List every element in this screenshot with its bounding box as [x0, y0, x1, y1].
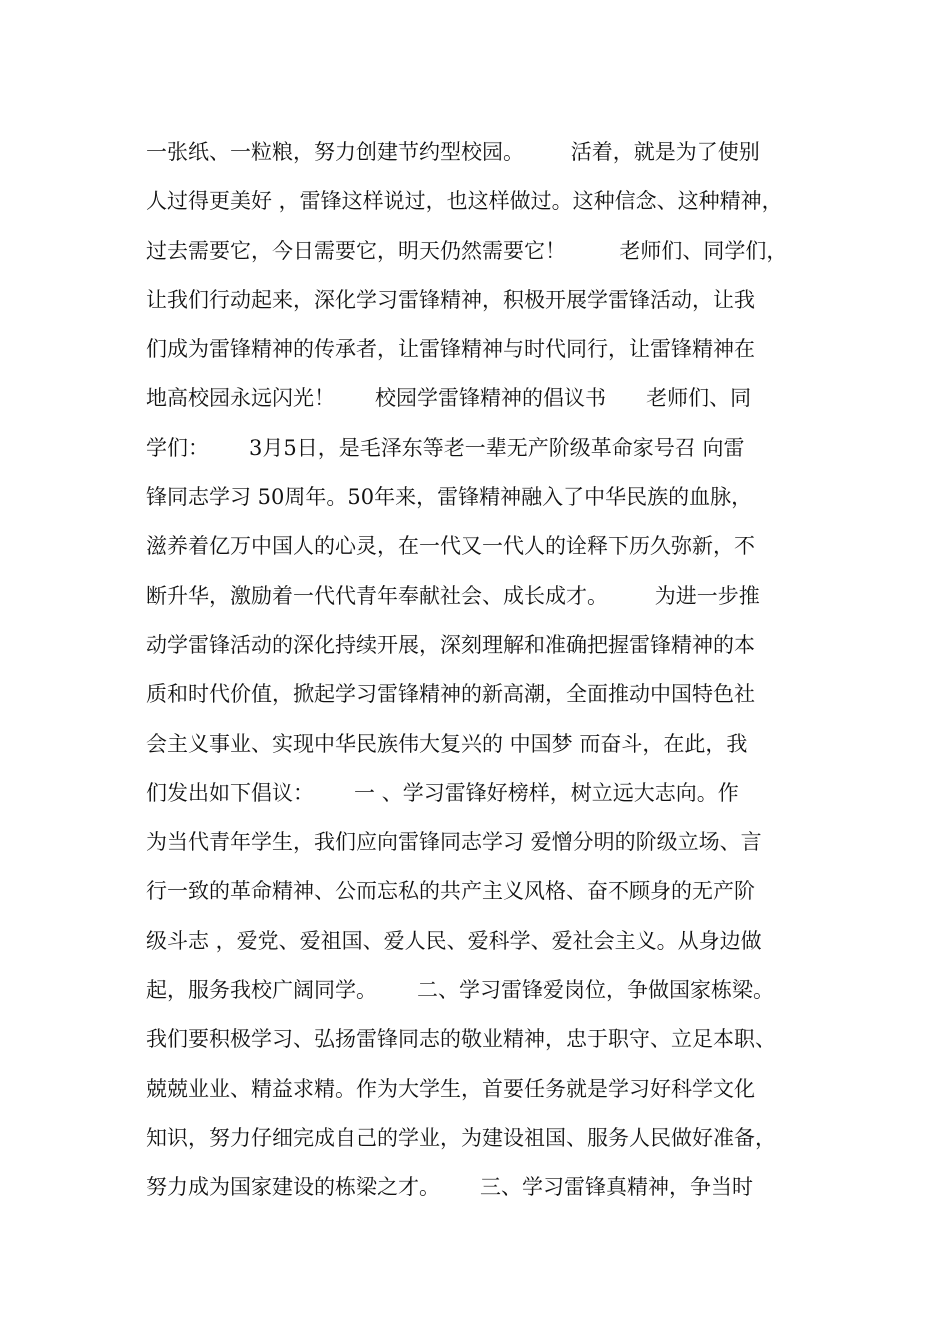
document-body [146, 132, 836, 1217]
text-line: 人过得更美好 ，雷锋这样说过，也这样做过。这种信念、这种精神， [146, 189, 783, 214]
text-line: 起，服务我校广阔同学。 二、学习雷锋爱岗位，争做国家栋梁。 [146, 978, 775, 1003]
text-line: 质和时代价值，掀起学习雷锋精神的新高潮，全面推动中国特色社 [146, 682, 755, 707]
text-line: 一张纸、一粒粮，努力创建节约型校园。 活着，就是为了使别 [146, 140, 760, 164]
text-line: 级斗志 ，爱党、爱祖国、爱人民、爱科学、爱社会主义。从身边做 [146, 928, 762, 953]
text-line: 地高校园永远闪光！ 校园学雷锋精神的倡议书 老师们、同 [146, 386, 752, 411]
text-line: 动学雷锋活动的深化持续开展，深刻理解和准确把握雷锋精神的本 [146, 632, 755, 657]
text-line: 我们要积极学习、弘扬雷锋同志的敬业精神，忠于职守、立足本职、 [146, 1027, 776, 1052]
text-line: 兢兢业业、精益求精。作为大学生，首要任务就是学习好科学文化 [146, 1076, 755, 1101]
text-line: 锋同志学习 50周年。50年来，雷锋精神融入了中华民族的血脉， [146, 485, 753, 510]
text-line: 们成为雷锋精神的传承者，让雷锋精神与时代同行，让雷锋精神在 [146, 337, 755, 362]
text-line: 让我们行动起来，深化学习雷锋精神，积极开展学雷锋活动，让我 [146, 287, 755, 312]
text-line: 努力成为国家建设的栋梁之才。 三、学习雷锋真精神，争当时 [146, 1175, 754, 1200]
text-line: 行一致的革命精神、公而忘私的共产主义风格、奋不顾身的无产阶 [146, 879, 755, 904]
text-line: 们发出如下倡议： 一 、学习雷锋好榜样，树立远大志向。作 [146, 780, 739, 805]
text-line: 为当代青年学生，我们应向雷锋同志学习 爱憎分明的阶级立场、言 [146, 830, 762, 855]
text-line: 会主义事业、实现中华民族伟大复兴的 中国梦 而奋斗，在此，我 [146, 731, 748, 756]
text-line: 过去需要它，今日需要它，明天仍然需要它！ 老师们、同学们， [146, 238, 788, 263]
text-line: 学们： 3月5日，是毛泽东等老一辈无产阶级革命家号召 向雷 [146, 435, 745, 460]
text-line: 断升华，激励着一代代青年奉献社会、成长成才。 为进一步推 [146, 583, 760, 608]
text-line: 知识，努力仔细完成自己的学业，为建设祖国、服务人民做好准备， [146, 1125, 776, 1150]
text-line: 滋养着亿万中国人的心灵，在一代又一代人的诠释下历久弥新，不 [146, 534, 755, 559]
